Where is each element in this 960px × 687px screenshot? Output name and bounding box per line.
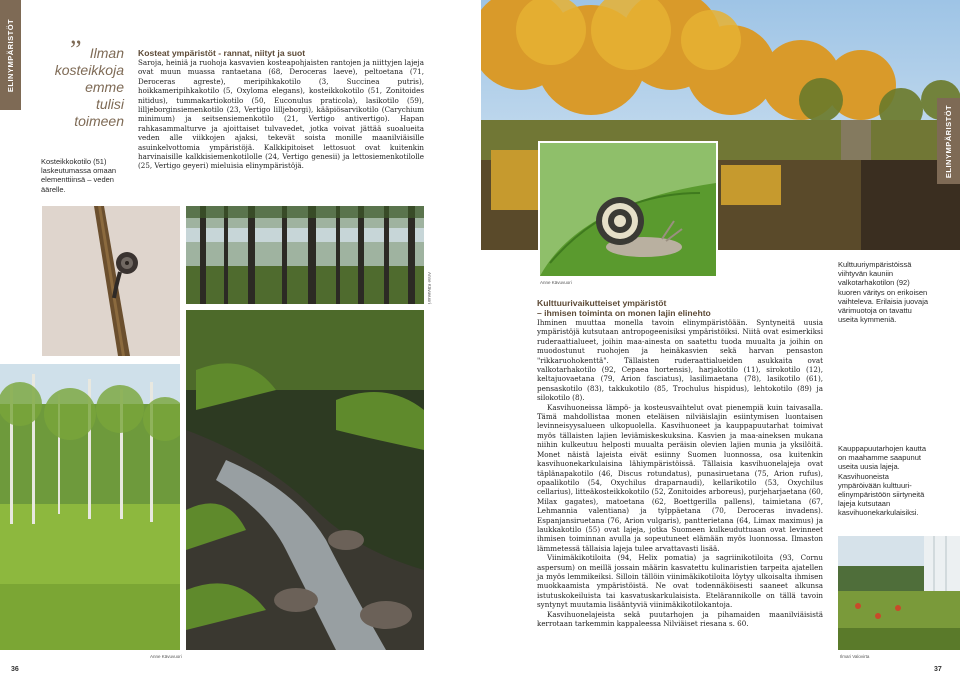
snail-leaf-photo xyxy=(538,141,718,278)
autumn-caption: Kulttuuriympäristöissä viihtyvän kauniin valkotarhakotilon (92) kuoren väritys on erikoisen vaihteleva. Erilaisia juovaja värimuotoja on tavattu useita kymmeniä. xyxy=(838,260,929,325)
section-tab-left xyxy=(0,0,21,110)
section-tab-label: ELINYMPÄRISTÖT xyxy=(944,104,954,178)
paragraph: Kasvihuonelajeista sekä puutarhojen ja pihamaiden maanilviäisistä kerrotaan tarkemmin kappaleessa Nilviäiset riesana s. 60. xyxy=(537,609,823,628)
page-number-right: 37 xyxy=(934,666,942,673)
greenhouse-photo xyxy=(838,536,960,650)
section-tab-right xyxy=(937,98,960,184)
section-cultural xyxy=(537,298,823,628)
paragraph: Ihminen muuttaa monella tavoin elinympäristöään. Syntyneitä uusia ympäristöjä kutsutaan antropogeenisiksi ympäristöiksi. Niitä ovat esimerkiksi ruderaattialueet, joihin maa-ainesta on saatettu tuoda muualta ja joihin on muodostunut ruohojen ja heinäkasvien sekä harvan pensaston "rikkaruohokenttä". Tällaisten ruderaattialueiden asukkaita ovat valkotarhakotilo (92, Cepaea hortensis), harjakotilo (11), sirokotilo (12), keltajuovaetana (79, Arion fasciatus), lasilimaetana (78), lasikotilo (61), pensaskotilo (83), takkukotilo (85, Trochulus hispidus), lehtokotilo (89) ja silokotilo (8). xyxy=(537,318,823,403)
section-heading: Kosteat ympäristöt - rannat, niityt ja suot xyxy=(138,48,306,58)
section-body: Saroja, heiniä ja ruohoja kasvavien kosteapohjaisten rantojen ja niittyjen lajeja ovat muun muassa rantaetana (68, Deroceras laeve), peltoetana (71, Deroceras agreste), meripihkakotilo (3, Succinea putris), hoikkameripihkakotilo (5, Oxyloma elegans), kosteikkokotilo (51, Zonitoides nitidus), tummakartiokotilo (50, Euconulus praticola), lasikotilo (59), lilljeborginsiemenkotilo (23, Vertigo lilljeborgi), kääpiösarvikotilo (Carychium minimum) ja seitsensiemenkotilo (21, Vertigo antivertigo). Hapan rahkasammalturve ja ajoittaiset tulvavedet, jotka voivat jättää suoalueita veden alle viikkojen ajaksi, tekevät soista monille maanilviäisille asuinkelvottomia ympäristöjä. Kalkkipitoiset lettosuot ovat kuitenkin harvinaisille kalkkisiemenkotilolle (24, Vertigo genesii) ja lettosiemenkotilolle (25, Vertigo geyeri) mieluisia elinympäristöjä. xyxy=(138,58,424,171)
snail-leaf-credit: Anne Kävuvuori xyxy=(540,280,572,285)
forest-photo xyxy=(186,206,424,304)
section-tab-label: ELINYMPÄRISTÖT xyxy=(6,18,16,92)
greenhouse-credit: Ilmari Valovirta xyxy=(840,654,870,659)
page-number-left: 36 xyxy=(11,666,19,673)
creek-credit: Anne Kävuvuori xyxy=(150,654,182,659)
birch-meadow-photo xyxy=(0,364,180,650)
paragraph: Kasvihuoneissa lämpö- ja kosteusvaihtelut ovat pienempiä kuin taivasalla. Tämä mahdollistaa monen eteläisen nilviäislajin esiintymisen luontaisen levinneisyysalueen ulkopuolella. Kasvihuoneet ja kauppapuutarhat toimivat myös tällaisten lajien leviämiskeskuksina. Kasvien ja maa-aineksen mukana niihin kulkeutuu helposti muualta peräisin olevien lajien munia ja yksilöitä. Monet näistä lajeista eivät esiinny Suomen luonnossa, osa kuitenkin kasvihuonekarkulaisina lähiympäristöissä. Tällaisia kasvihuonelajeja ovat täplänapakotilo (46, Discus rotundatus), punasiruetana (75, Arion rufus), opaalikotilo (54, Oxychilus draparnaudi), kellarikotilo (53, Oxychilus cellarius), litteäkosteikkokotilo (52, Zonitoides arboreus), purjeharjaetana (60, Milax gagates), matoetana (62, Boettgerilla pallens), taimietana (67, Lehmannia valentiana) ja tylppäetana (70, Deroceras invadens). Espanjansiruetana (76, Arion vulgaris), pantterietana (64, Limax maximus) ja laukkakotilo (55) ovat lajeja, jotka Suomeen kulkeuduttuaan ovat levinneet ihmisen toiminnan avulla ja sopeutuneet elämään myös luonnossa. Ilmaston lämmetessä tällaisia lajeja tulee arvattavasti lisää. xyxy=(537,402,823,553)
paragraph: Viinimäkikotiloita (94, Helix pomatia) ja sagriinikotiloita (93, Cornu aspersum) on meillä jossain määrin kasvatettu kulinaristien tarpeita ajatellen ja myös lemmikeiksi. Silloin tällöin viinimäkikotiloita löytyy ulkoisalta ihmisen muokkaamista ympäristöistä. Ne ovat todennäköisesti saaneet alkunsa istutuskokeiluista tai kasvatuskarkulaisista. Etelärannikolle on tällä tavoin syntynyt muutamia lisääntyviä viinimäkikotilokantoja. xyxy=(537,553,823,610)
forest-credit: Anne Kävuvuori xyxy=(427,272,432,304)
pull-quote: Ilman kosteikkoja emme tulisi toimeen xyxy=(54,45,124,129)
section-body xyxy=(537,318,823,628)
section-subheading: – ihmisen toiminta on monen lajin elinehto xyxy=(537,308,711,318)
section-moist xyxy=(138,48,424,171)
quote-mark: ” xyxy=(70,35,82,64)
creek-fern-photo xyxy=(186,310,424,650)
greenhouse-caption: Kauppapuutarhojen kautta on maahamme saapunut useita uusia lajeja. Kasvihuoneista ympäröivään kulttuuri-elinympäristöön siirtyneitä lajeja kutsutaan kasvihuonekarkulaisiksi. xyxy=(838,444,926,518)
snail-caption: Kosteikkokotilo (51) laskeutumassa omaan elementtiinsä – veden äärelle. xyxy=(41,157,117,194)
section-heading: Kulttuurivaikutteiset ympäristöt xyxy=(537,298,667,308)
snail-twig-photo xyxy=(42,206,180,356)
